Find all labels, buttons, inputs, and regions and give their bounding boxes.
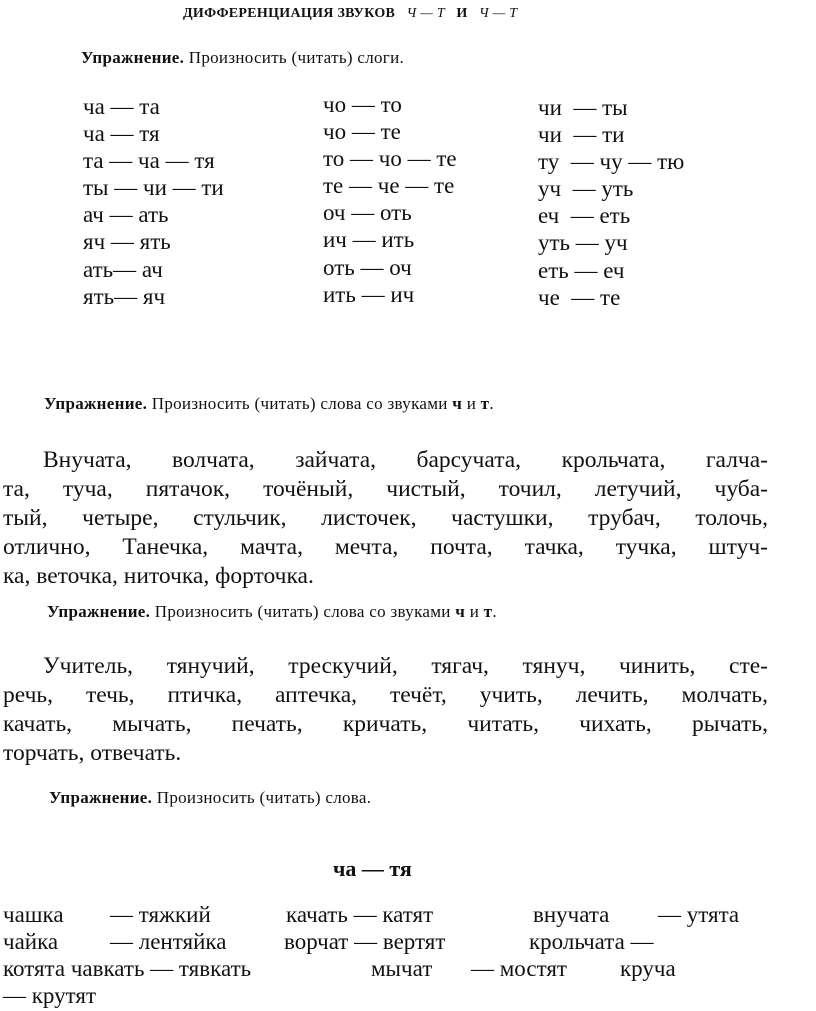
- paragraph-line: тый, четыре, стульчик, листочек, частушки, трубач, толочь,: [3, 505, 768, 531]
- syllable-column-2: [323, 91, 457, 308]
- syllable-row: ять— яч: [83, 283, 166, 309]
- title-pair1: Ч — Т: [406, 6, 445, 21]
- sound-t: т: [483, 602, 493, 621]
- word-cell: — крутят: [3, 983, 96, 1008]
- exercise2-text: Произносить (читать) слова со звуками: [151, 394, 448, 413]
- syllable-row: ты — чи — ти: [83, 175, 224, 201]
- syllable-row: те — че — те: [323, 173, 455, 199]
- word-cell: круча: [620, 956, 676, 981]
- syllable-row: оч — оть: [323, 200, 412, 226]
- exercise2-label: Упражнение.: [44, 394, 148, 413]
- paragraph-line: Учитель, тянучий, трескучий, тягач, тянуч, чинить, сте-: [43, 653, 768, 679]
- syllable-row: еть — еч: [538, 257, 625, 283]
- word-row: [3, 901, 803, 928]
- conjunction: и: [466, 394, 477, 413]
- exercise4-subtitle: ча — тя: [333, 856, 412, 881]
- syllable-row: та — ча — тя: [83, 148, 215, 174]
- word-row: [3, 955, 803, 982]
- word-cell: чашка: [3, 902, 64, 927]
- word-cell: чайка: [3, 929, 59, 954]
- word-cell: мычат: [371, 956, 433, 981]
- syllable-row: чи — ти: [538, 122, 625, 148]
- paragraph-line: торчать, отвечать.: [3, 740, 182, 766]
- period: .: [492, 602, 497, 621]
- syllable-row: ча — тя: [83, 121, 160, 147]
- paragraph-line: та, туча, пятачок, точёный, чистый, точил, летучий, чуба-: [3, 476, 768, 502]
- exercise1-heading: [81, 48, 404, 68]
- exercise3-heading: [47, 602, 497, 622]
- conjunction: и: [469, 602, 480, 621]
- syllable-row: ич — ить: [323, 227, 415, 253]
- syllable-row: еч — еть: [538, 203, 631, 229]
- syllable-row: яч — ять: [83, 229, 171, 255]
- sound-ch: ч: [452, 394, 463, 413]
- syllable-row: то — чо — те: [323, 146, 457, 172]
- exercise2-heading: [44, 394, 494, 414]
- exercise2-paragraph: [3, 446, 768, 591]
- exercise3-paragraph: [3, 652, 768, 768]
- syllable-row: ать— ач: [83, 256, 163, 282]
- syllable-row: ча — та: [83, 94, 160, 119]
- word-cell: — тяжкий: [110, 902, 211, 927]
- paragraph-line: речь, течь, птичка, аптечка, течёт, учить, лечить, молчать,: [3, 682, 768, 708]
- title-main: ДИФФЕРЕНЦИАЦИЯ ЗВУКОВ: [183, 6, 396, 21]
- syllable-row: чи — ты: [538, 95, 628, 120]
- sound-t: т: [480, 394, 490, 413]
- word-cell: крольчата —: [529, 929, 654, 954]
- exercise1-text: Произносить (читать) слоги.: [188, 48, 405, 67]
- word-cell: — лентяйка: [110, 929, 227, 954]
- syllable-column-3: [538, 94, 684, 311]
- syllable-row: чо — те: [323, 119, 401, 145]
- syllable-row: че — те: [538, 284, 621, 310]
- word-cell: — мостят: [471, 956, 567, 981]
- word-cell: — утята: [658, 902, 740, 927]
- word-cell: ворчат — вертят: [284, 929, 446, 954]
- syllable-row: ач — ать: [83, 202, 169, 228]
- exercise4-label: Упражнение.: [49, 788, 153, 807]
- syllable-row: ить — ич: [323, 281, 415, 307]
- exercise4-text: Произносить (читать) слова.: [156, 788, 372, 807]
- title-pair2: Ч — Т: [478, 6, 518, 21]
- syllable-row: уч — уть: [538, 176, 634, 202]
- word-cell: котята чавкать — тявкать: [3, 956, 252, 981]
- paragraph-line: отлично, Танечка, мачта, мечта, почта, тачка, тучка, штуч-: [3, 534, 768, 560]
- exercise4-heading: [49, 788, 371, 808]
- period: .: [489, 394, 494, 413]
- syllable-row: оть — оч: [323, 254, 412, 280]
- syllable-row: уть — уч: [538, 230, 628, 256]
- exercise3-text: Произносить (читать) слова со звуками: [154, 602, 451, 621]
- paragraph-line: Внучата, волчата, зайчата, барсучата, крольчата, галча-: [43, 447, 768, 473]
- word-cell: внучата: [533, 902, 610, 927]
- syllable-row: чо — то: [323, 92, 402, 117]
- word-row: [3, 982, 803, 1009]
- paragraph-line: качать, мычать, печать, кричать, читать, чихать, рычать,: [3, 711, 768, 737]
- exercise3-label: Упражнение.: [47, 602, 151, 621]
- word-cell: качать — катят: [286, 902, 434, 927]
- sound-ch: ч: [455, 602, 466, 621]
- exercise1-label: Упражнение.: [81, 48, 185, 67]
- syllable-row: ту — чу — тю: [538, 149, 685, 175]
- syllable-column-1: [83, 93, 224, 310]
- page-title: [183, 6, 517, 22]
- title-conj: И: [456, 6, 468, 21]
- paragraph-line: ка, веточка, ниточка, форточка.: [3, 563, 314, 589]
- word-row: [3, 928, 803, 955]
